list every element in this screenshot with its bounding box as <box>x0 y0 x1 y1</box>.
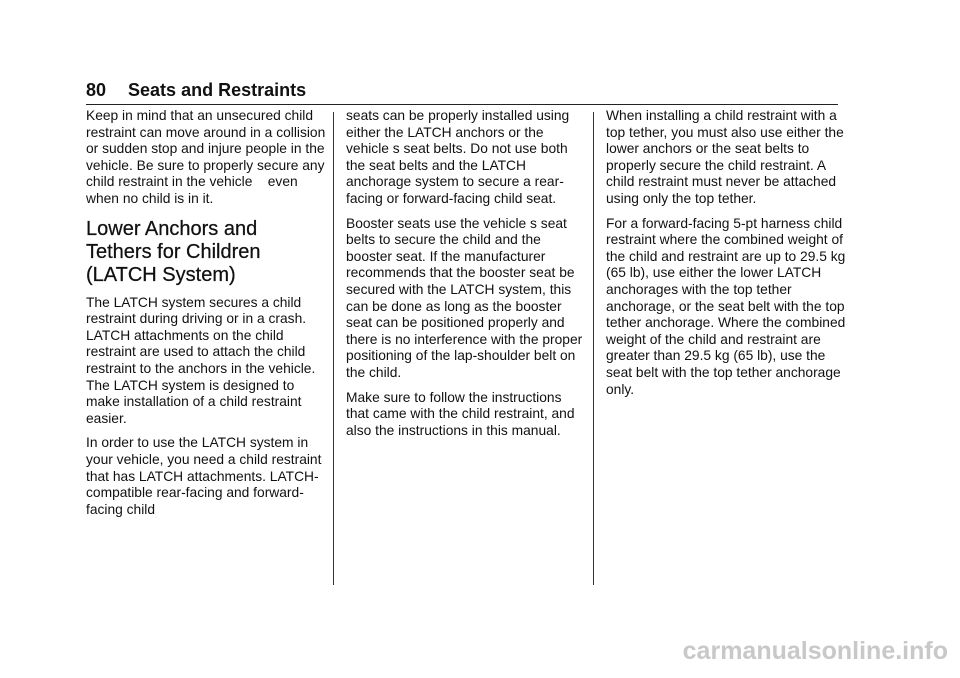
col2-paragraph-3: Make sure to follow the instructions that came with the child restraint, and also the instructions in this manual. <box>346 389 575 438</box>
page-number: 80 <box>86 80 107 100</box>
watermark: carmanualsonline.info <box>682 637 948 665</box>
col2-paragraph-1: seats can be properly installed using either the LATCH anchors or the vehicle s seat belts. Do not use both the seat belts and the LATCH anchorage system to secure a rear-facing or forward-facing child seat. <box>346 108 570 206</box>
col1-paragraph-1: Keep in mind that an unsecured child restraint can move around in a collision or sudden stop and injure people in the vehicle. Be sure to properly secure any child restraint in the vehicle even when no child is in it. <box>86 108 326 206</box>
column-1 <box>86 108 326 526</box>
page-header <box>86 79 306 101</box>
col2-paragraph-2: Booster seats use the vehicle s seat belts to secure the child and the booster seat. If the manufacturer recommends that the booster seat be secured with the LATCH system, this can be done as long as the booster seat can be positioned properly and there is no interference with the proper positioning of the lap-shoulder belt on the child. <box>346 215 583 380</box>
col3-paragraph-1: When installing a child restraint with a top tether, you must also use either the lower anchors or the seat belts to properly secure the child restraint. A child restraint must never be attached using only the top tether. <box>606 108 844 206</box>
col1-paragraph-2: The LATCH system secures a child restraint during driving or in a crash. LATCH attachments on the child restraint are used to attach the child restraint to the anchors in the vehicle. The LATCH system is designed to make installation of a child restraint easier. <box>86 294 316 426</box>
col1-paragraph-3: In order to use the LATCH system in your vehicle, you need a child restraint that has LATCH attachments. LATCH-compatible rear-facing and forward-facing child <box>86 435 322 517</box>
column-divider-1 <box>333 112 334 585</box>
column-2 <box>346 108 586 447</box>
heading-line-3: (LATCH System) <box>86 263 236 286</box>
column-divider-2 <box>593 112 594 585</box>
column-3 <box>606 108 846 406</box>
section-title: Seats and Restraints <box>128 80 307 100</box>
section-heading <box>86 218 326 287</box>
heading-line-2: Tethers for Children <box>86 240 261 263</box>
col3-paragraph-2: For a forward-facing 5-pt harness child restraint where the combined weight of the child and restraint are up to 29.5 kg (65 lb), use either the lower LATCH anchorages with the top tether anchorage, or the seat belt with the top tether anchorage. Where the combined weight of the child and restraint are greater than 29.5 kg (65 lb), use the seat belt with the top tether anchorage only. <box>606 215 846 397</box>
heading-line-1: Lower Anchors and <box>86 217 258 240</box>
header-rule <box>86 104 838 105</box>
